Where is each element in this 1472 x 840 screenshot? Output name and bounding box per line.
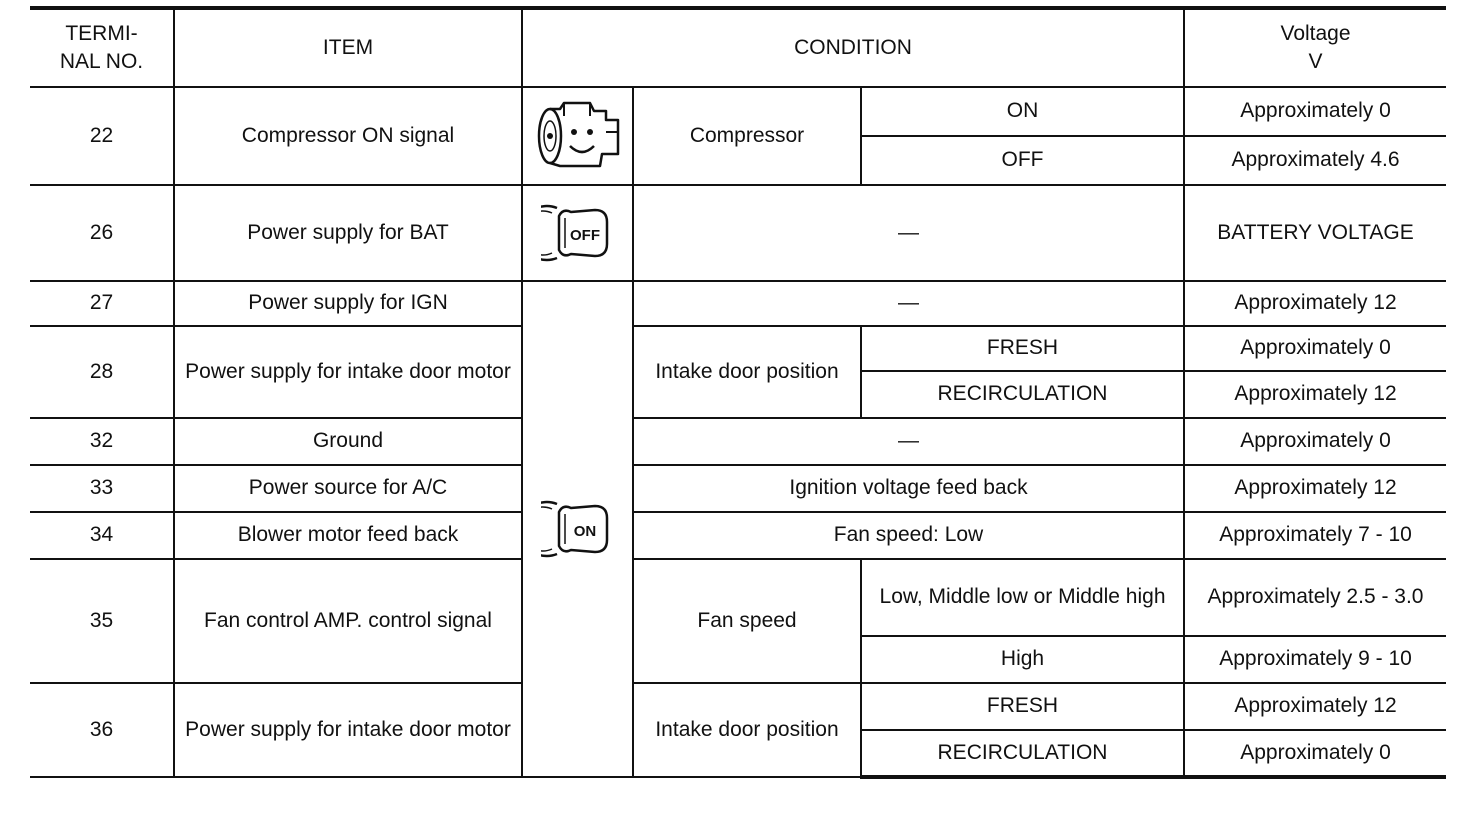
terminal-cell-27 (30, 281, 174, 326)
table-row-28 (30, 326, 1446, 371)
voltage-value: Approximately 0 (1240, 99, 1391, 123)
condition-cell-28 (633, 326, 861, 418)
state-cell-35-high (861, 636, 1184, 683)
item-cell-34 (174, 512, 522, 559)
ignition-key-off-icon (541, 200, 615, 266)
voltage-value: Approximately 9 - 10 (1219, 647, 1412, 671)
header-item-label: ITEM (322, 35, 374, 59)
state-label: Low, Middle low or Middle high (879, 585, 1166, 609)
header-condition (522, 8, 1184, 87)
condition-label: Intake door position (655, 717, 839, 741)
ignition-key-on-icon (541, 496, 615, 562)
item-cell-35 (174, 559, 522, 683)
terminal-cell-33 (30, 465, 174, 512)
item-cell-32 (174, 418, 522, 465)
header-item (174, 8, 522, 87)
item-cell-22 (174, 87, 522, 185)
key-on-label: ON (573, 523, 596, 540)
header-voltage-label: Voltage V (1280, 21, 1351, 73)
item-cell-33 (174, 465, 522, 512)
item-cell-27 (174, 281, 522, 326)
table-header-row (30, 8, 1446, 87)
header-terminal-label: TERMI- NAL NO. (59, 21, 144, 73)
key-off-label: OFF (569, 227, 600, 244)
table-row-26 (30, 185, 1446, 281)
terminal-cell-28 (30, 326, 174, 418)
state-label: FRESH (986, 336, 1059, 360)
voltage-cell-32 (1184, 418, 1446, 465)
terminal-voltage-table (30, 6, 1446, 779)
voltage-value: Approximately 2.5 - 3.0 (1207, 585, 1424, 609)
terminal-number: 32 (89, 429, 114, 453)
voltage-value: Approximately 12 (1234, 291, 1397, 315)
item-label: Power supply for intake door motor (185, 359, 511, 383)
state-cell-28-recirc (861, 371, 1184, 418)
header-condition-label: CONDITION (794, 35, 912, 59)
terminal-number: 36 (89, 717, 114, 741)
header-voltage (1184, 8, 1446, 87)
item-label: Power supply for IGN (248, 291, 448, 315)
compressor-icon (532, 96, 624, 176)
icon-cell-22 (522, 87, 633, 185)
state-label: RECIRCULATION (937, 382, 1108, 406)
terminal-cell-36 (30, 683, 174, 777)
terminal-number: 35 (89, 608, 114, 632)
terminal-number: 26 (89, 220, 114, 244)
condition-label: — (898, 220, 919, 244)
item-cell-28 (174, 326, 522, 418)
condition-label: Fan speed (697, 608, 797, 632)
terminal-number: 22 (89, 123, 114, 147)
voltage-value: Approximately 0 (1240, 429, 1391, 453)
state-label: ON (1006, 99, 1039, 123)
voltage-value: Approximately 7 - 10 (1219, 523, 1412, 547)
icon-cell-26 (522, 185, 633, 281)
item-label: Power supply for intake door motor (185, 717, 511, 741)
voltage-cell-22-on (1184, 87, 1446, 136)
terminal-cell-26 (30, 185, 174, 281)
terminal-number: 34 (89, 523, 114, 547)
condition-label: Compressor (689, 123, 805, 147)
state-cell-28-fresh (861, 326, 1184, 371)
condition-label: Ignition voltage feed back (789, 476, 1028, 500)
terminal-number: 28 (89, 359, 114, 383)
voltage-value: Approximately 4.6 (1231, 148, 1400, 172)
item-cell-26 (174, 185, 522, 281)
condition-cell-33 (633, 465, 1184, 512)
item-label: Compressor ON signal (241, 123, 455, 147)
state-cell-22-off (861, 136, 1184, 185)
condition-cell-35 (633, 559, 861, 683)
voltage-value: Approximately 0 (1240, 336, 1391, 360)
voltage-cell-34 (1184, 512, 1446, 559)
condition-label: — (898, 291, 919, 315)
item-label: Blower motor feed back (237, 523, 459, 547)
state-label: FRESH (986, 694, 1059, 718)
table-row-27 (30, 281, 1446, 326)
condition-cell-32 (633, 418, 1184, 465)
condition-label: Fan speed: Low (833, 523, 984, 547)
state-cell-36-fresh (861, 683, 1184, 730)
header-terminal (30, 8, 174, 87)
voltage-value: Approximately 12 (1234, 476, 1397, 500)
terminal-cell-35 (30, 559, 174, 683)
table-row-33 (30, 465, 1446, 512)
table-row-35 (30, 559, 1446, 636)
voltage-cell-36-fresh (1184, 683, 1446, 730)
condition-label: Intake door position (655, 359, 839, 383)
state-cell-36-recirc (861, 730, 1184, 777)
item-label: Ground (312, 429, 384, 453)
voltage-cell-35-low (1184, 559, 1446, 636)
terminal-cell-22 (30, 87, 174, 185)
terminal-cell-32 (30, 418, 174, 465)
condition-cell-22 (633, 87, 861, 185)
item-label: Fan control AMP. control signal (204, 608, 492, 632)
state-label: RECIRCULATION (937, 740, 1108, 764)
icon-cell-27-36 (522, 281, 633, 777)
state-label: OFF (1001, 148, 1044, 172)
state-cell-35-low (861, 559, 1184, 636)
voltage-cell-35-high (1184, 636, 1446, 683)
table-row-36 (30, 683, 1446, 730)
voltage-cell-28-fresh (1184, 326, 1446, 371)
terminal-number: 27 (89, 291, 114, 315)
terminal-number: 33 (89, 476, 114, 500)
voltage-cell-28-recirc (1184, 371, 1446, 418)
table-row-32 (30, 418, 1446, 465)
voltage-value: BATTERY VOLTAGE (1217, 220, 1414, 244)
item-label: Power supply for BAT (247, 220, 449, 244)
terminal-cell-34 (30, 512, 174, 559)
condition-cell-26 (633, 185, 1184, 281)
condition-cell-36 (633, 683, 861, 777)
table-row-34 (30, 512, 1446, 559)
voltage-cell-22-off (1184, 136, 1446, 185)
voltage-cell-26 (1184, 185, 1446, 281)
voltage-value: Approximately 12 (1234, 382, 1397, 406)
condition-label: — (898, 429, 919, 453)
voltage-value: Approximately 0 (1240, 740, 1391, 764)
voltage-cell-36-recirc (1184, 730, 1446, 777)
condition-cell-34 (633, 512, 1184, 559)
voltage-cell-27 (1184, 281, 1446, 326)
item-cell-36 (174, 683, 522, 777)
condition-cell-27 (633, 281, 1184, 326)
table-row-22 (30, 87, 1446, 136)
voltage-value: Approximately 12 (1234, 694, 1397, 718)
state-label: High (1000, 647, 1045, 671)
voltage-cell-33 (1184, 465, 1446, 512)
state-cell-22-on (861, 87, 1184, 136)
item-label: Power source for A/C (248, 476, 448, 500)
